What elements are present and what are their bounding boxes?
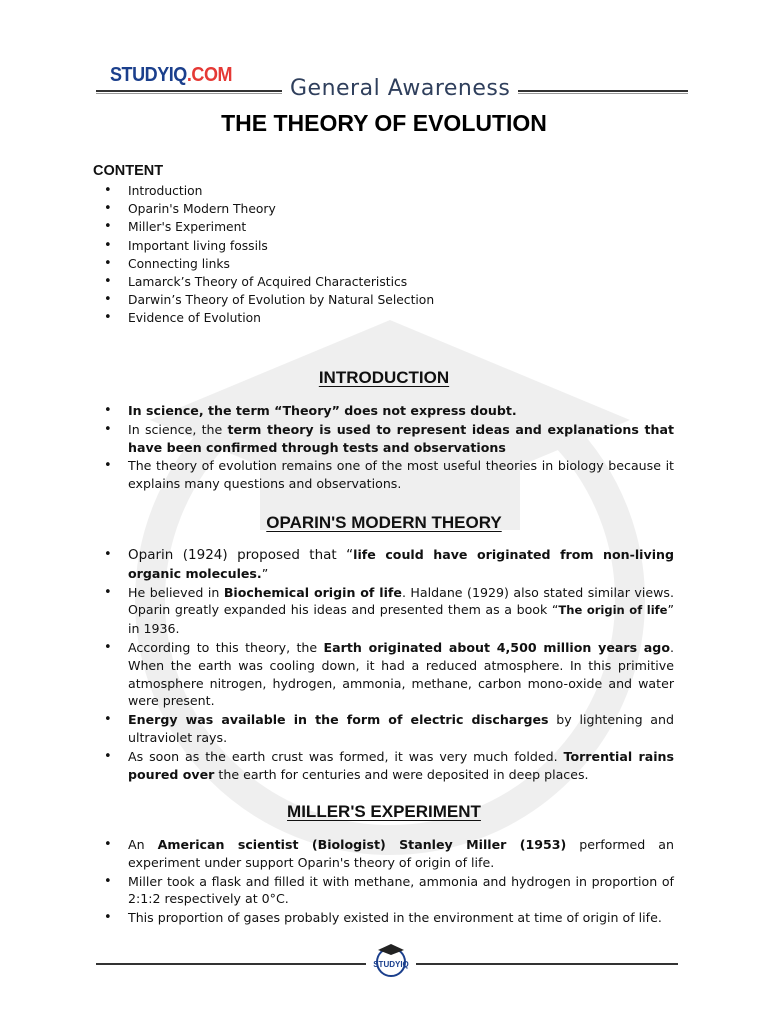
miller-p3: This proportion of gases probably existed in the environment at time of origin of life. <box>128 910 662 926</box>
list-item <box>128 748 674 784</box>
footer-rule-right <box>416 963 678 965</box>
content-list <box>128 182 648 328</box>
list-item <box>128 584 674 638</box>
logo-suffix-text: .COM <box>186 64 233 86</box>
list-item <box>128 402 674 420</box>
footer-rule-left <box>96 963 366 965</box>
oparin-p3-c: . When the earth was cooling down, it had a reduced atmosphere. In this primitive atmosphere nitrogen, hydrogen, ammonia, methane, carbon mono-oxide and water were present. <box>128 639 674 709</box>
page-header <box>96 62 688 102</box>
content-label: CONTENT <box>93 163 164 179</box>
list-item <box>128 639 674 710</box>
introduction-heading: INTRODUCTION <box>318 368 450 387</box>
miller-p2: Miller took a flask and filled it with methane, ammonia and hydrogen in proportion of 2:1:2 respectively at 0°C. <box>128 873 674 907</box>
miller-heading: MILLER'S EXPERIMENT <box>287 802 481 821</box>
miller-p1-b: American scientist (Biologist) Stanley Miller (1953) <box>157 837 567 852</box>
oparin-p3-a: According to this theory, the <box>128 639 324 655</box>
oparin-p1-c: ” <box>261 565 269 581</box>
document-title: THE THEORY OF EVOLUTION <box>221 110 547 136</box>
oparin-list <box>128 546 674 784</box>
footer-logo-text: STUDYIQ <box>373 960 409 969</box>
oparin-p5-b: Torrential rains poured over <box>128 748 674 782</box>
content-item: • Darwin’s Theory of Evolution by Natural Selection <box>128 291 648 309</box>
brand-title: General Awareness <box>282 76 518 101</box>
oparin-p2-b: Biochemical origin of life <box>223 584 402 600</box>
content-item: • Lamarck’s Theory of Acquired Characteristics <box>128 273 648 291</box>
list-item <box>128 711 674 747</box>
oparin-heading: OPARIN'S MODERN THEORY <box>266 513 502 532</box>
list-item <box>128 457 674 493</box>
content-item: • Introduction <box>128 182 648 200</box>
oparin-p2-c: . Haldane (1929) also stated similar views. Oparin greatly expanded his ideas and presented them as a book “ <box>128 584 674 618</box>
list-item <box>128 836 674 872</box>
miller-p1-c: performed an experiment under support Oparin's theory of origin of life. <box>128 837 674 870</box>
list-item <box>128 909 674 927</box>
list-item <box>128 421 674 457</box>
oparin-p1-b: life could have originated from non-living organic molecules. <box>128 547 674 581</box>
miller-p1-a: An <box>128 837 158 852</box>
miller-list <box>128 836 674 928</box>
oparin-p4-a: Energy was available in the form of electric discharges <box>128 712 549 728</box>
oparin-p5-c: the earth for centuries and were deposited in deep places. <box>214 766 589 782</box>
intro-p2-b: term theory is used to represent ideas and explanations that have been confirmed through tests and observations <box>128 421 675 455</box>
oparin-p4-b: by lightening and ultraviolet rays. <box>128 712 674 745</box>
intro-p1: In science, the term “Theory” does not express doubt. <box>128 403 517 418</box>
logo-main-text: STUDYIQ <box>110 64 187 86</box>
oparin-p2-e: ” in 1936. <box>128 602 675 637</box>
oparin-p5-a: As soon as the earth crust was formed, it was very much folded. <box>128 748 564 764</box>
intro-p2-a: In science, the <box>128 421 228 437</box>
content-item: • Miller's Experiment <box>128 218 648 236</box>
content-item: • Important living fossils <box>128 237 648 255</box>
oparin-p3-b: Earth originated about 4,500 million years ago <box>323 639 670 655</box>
oparin-p1-a: Oparin (1924) proposed that “ <box>128 547 354 563</box>
footer-studyiq-logo <box>366 942 416 978</box>
intro-p3: The theory of evolution remains one of the most useful theories in biology because it explains many questions and observations. <box>128 458 674 492</box>
studyiq-logo <box>110 64 232 87</box>
oparin-p2-a: He believed in <box>128 584 224 600</box>
oparin-p2-d: The origin of life <box>558 603 668 618</box>
list-item <box>128 873 674 909</box>
list-item <box>128 546 674 583</box>
content-item: • Evidence of Evolution <box>128 309 648 327</box>
content-item: • Oparin's Modern Theory <box>128 200 648 218</box>
content-item: • Connecting links <box>128 255 648 273</box>
introduction-list <box>128 402 674 494</box>
